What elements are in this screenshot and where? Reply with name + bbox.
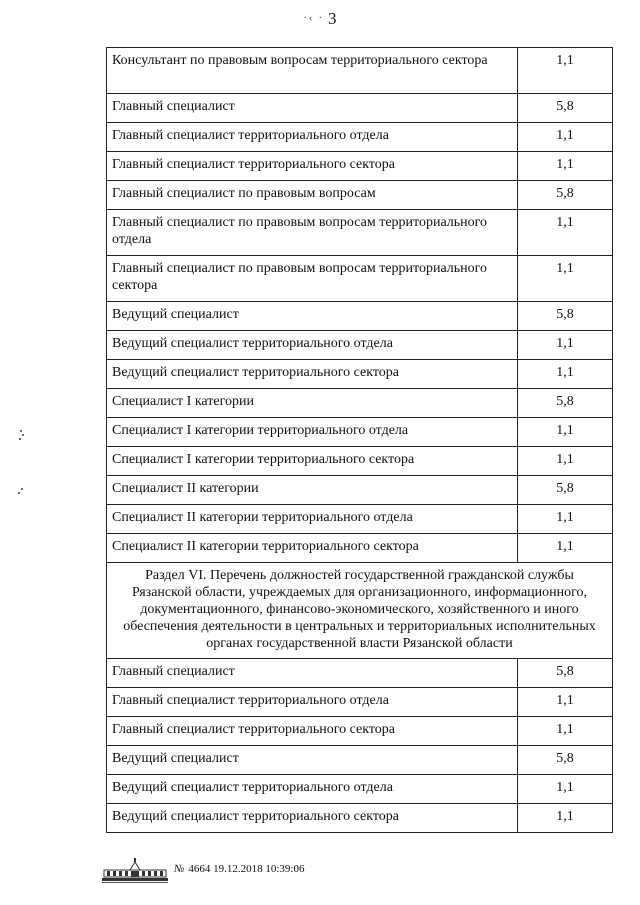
position-name: Ведущий специалист территориального отдела [107,775,518,804]
position-name: Специалист II категории [107,476,518,505]
positions-table [106,47,613,833]
table-row [107,48,613,94]
position-name: Ведущий специалист [107,746,518,775]
coefficient-value: 1,1 [518,210,613,256]
table-row [107,256,613,302]
scan-mark: ·‹ · [303,13,324,24]
position-name: Главный специалист территориального отдела [107,123,518,152]
position-name: Ведущий специалист территориального сектора [107,360,518,389]
table-row [107,152,613,181]
coefficient-value: 1,1 [518,418,613,447]
government-building-logo-icon [100,856,170,884]
table-row [107,804,613,833]
coefficient-value: 1,1 [518,123,613,152]
table-row [107,302,613,331]
coefficient-value: 5,8 [518,181,613,210]
coefficient-value: 5,8 [518,389,613,418]
coefficient-value: 1,1 [518,775,613,804]
position-name: Главный специалист территориального сектора [107,717,518,746]
position-name: Ведущий специалист территориального отдела [107,331,518,360]
coefficient-value: 1,1 [518,534,613,563]
position-name: Специалист II категории территориального отдела [107,505,518,534]
table-row [107,746,613,775]
table-row [107,418,613,447]
coefficient-value: 5,8 [518,746,613,775]
coefficient-value: 5,8 [518,94,613,123]
table-row [107,534,613,563]
position-name: Специалист I категории территориального отдела [107,418,518,447]
table-row [107,447,613,476]
coefficient-value: 1,1 [518,152,613,181]
table-row [107,181,613,210]
table-row [107,389,613,418]
position-name: Главный специалист по правовым вопросам территориального отдела [107,210,518,256]
registration-info: 4664 19.12.2018 10:39:06 [188,863,305,875]
coefficient-value: 5,8 [518,476,613,505]
table-row [107,775,613,804]
position-name: Главный специалист по правовым вопросам территориального сектора [107,256,518,302]
position-name: Консультант по правовым вопросам территориального сектора [107,48,518,94]
position-name: Главный специалист территориального отдела [107,688,518,717]
table-row [107,210,613,256]
position-name: Ведущий специалист территориального сектора [107,804,518,833]
position-name: Специалист II категории территориального сектора [107,534,518,563]
section-row [107,563,613,659]
number-mark: № [174,863,185,875]
coefficient-value: 1,1 [518,256,613,302]
position-name: Главный специалист по правовым вопросам [107,181,518,210]
table-row [107,476,613,505]
coefficient-value: 5,8 [518,302,613,331]
coefficient-value: 1,1 [518,505,613,534]
coefficient-value: 1,1 [518,717,613,746]
table-row [107,331,613,360]
coefficient-value: 1,1 [518,360,613,389]
table-row [107,123,613,152]
document-footer [100,856,400,886]
coefficient-value: 1,1 [518,48,613,94]
table-row [107,717,613,746]
coefficient-value: 1,1 [518,804,613,833]
table-row [107,94,613,123]
table-row [107,659,613,688]
position-name: Главный специалист [107,94,518,123]
coefficient-value: 1,1 [518,447,613,476]
page-number-value: 3 [328,9,337,28]
page-number [0,9,640,29]
table-row [107,688,613,717]
position-name: Специалист I категории [107,389,518,418]
position-name: Ведущий специалист [107,302,518,331]
table-row [107,505,613,534]
position-name: Специалист I категории территориального сектора [107,447,518,476]
coefficient-value: 1,1 [518,331,613,360]
position-name: Главный специалист [107,659,518,688]
section-heading: Раздел VI. Перечень должностей государственной гражданской службы Рязанской области, учреждаемых для организационного, информационного, документационного, финансово-экономического, хозяйственного и иного обеспечения деятельности в центральных и территориальных исполнительных органах государственной власти Рязанской области [107,563,613,659]
coefficient-value: 1,1 [518,688,613,717]
coefficient-value: 5,8 [518,659,613,688]
registration-stamp [174,863,305,875]
table-row [107,360,613,389]
position-name: Главный специалист территориального сектора [107,152,518,181]
